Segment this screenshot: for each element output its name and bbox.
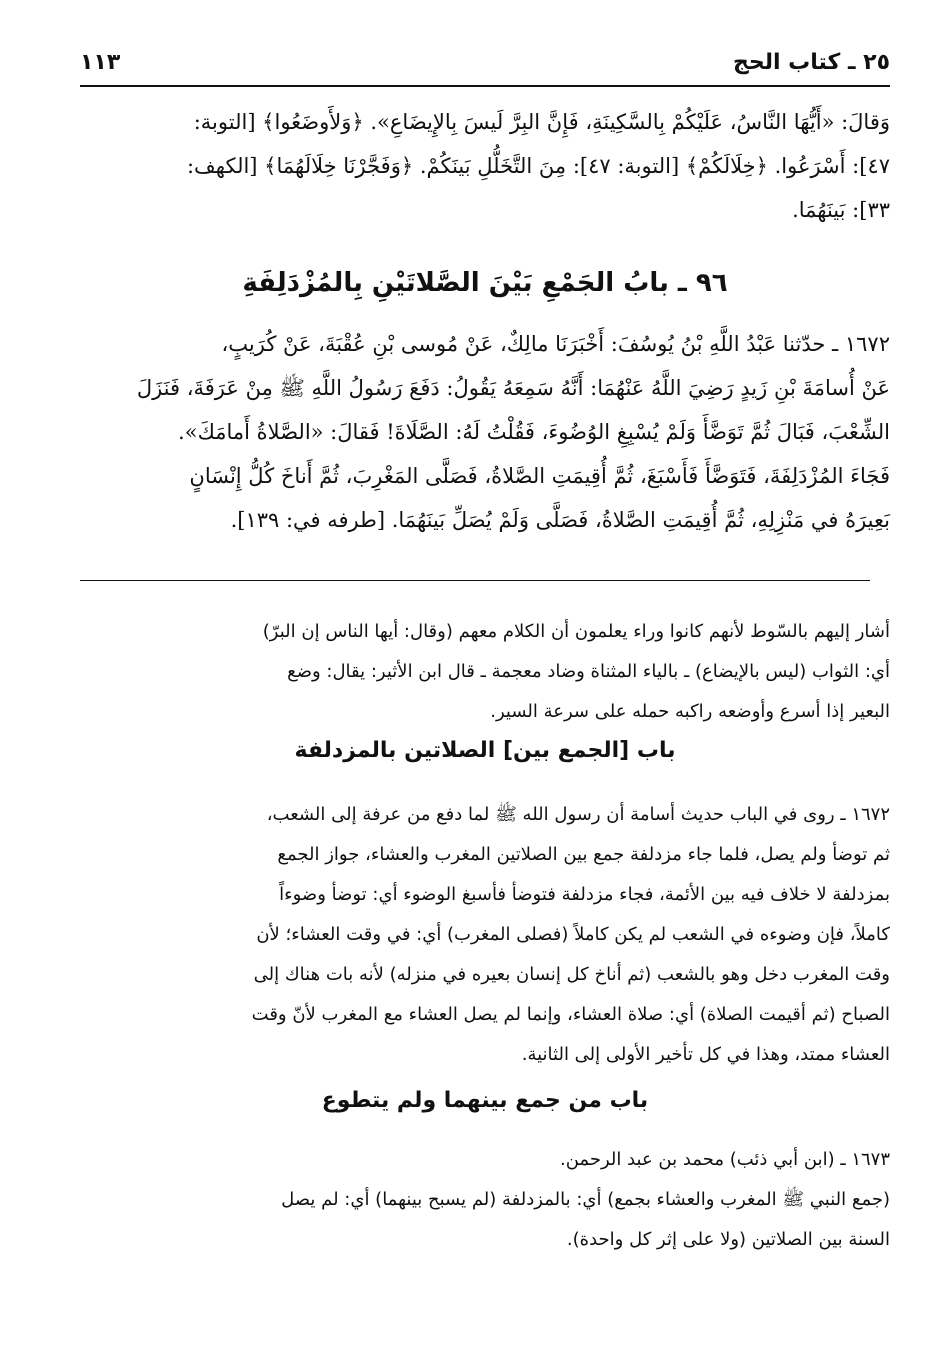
text-line: ٤٧]: أَسْرَعُوا. ﴿خِلَالَكُمْ﴾ [التوبة: ٤٧]: مِنَ التَّخَلُّلِ بَينَكُمْ. ﴿وَفَجَّرْنَا خِلَالَهُمَا﴾ [الكهف:: [186, 154, 890, 178]
text-line: فَجَاءَ المُزْدَلِفَةَ، فَتَوَضَّأَ فَأَسْبَغَ، ثُمَّ أُقِيمَتِ الصَّلاةُ، فَصَلَّى المَغْرِبَ، ثُمَّ أَناخَ كُلُّ إِنْسَانٍ: [189, 464, 890, 488]
text-line: السنة بين الصلاتين (ولا على إثر كل واحدة).: [566, 1229, 890, 1250]
header-rule: [80, 85, 890, 87]
matn-commentary-top: [80, 100, 890, 232]
text-line: عَنْ أُسامَةَ بْنِ زَيدٍ رَضِيَ اللَّهُ عَنْهُمَا: أَنَّهُ سَمِعَهُ يَقُولُ: دَفَعَ رَسُولُ اللَّهِ ﷺ مِنْ عَرَفَةَ، فَنَزَلَ: [136, 376, 890, 400]
text-line: أشار إليهم بالسّوط لأنهم كانوا وراء يعلمون أن الكلام معهم (وقال: أيها الناس إن البرّ): [262, 621, 890, 642]
hadith-1672: [80, 322, 890, 542]
text-line: بمزدلفة لا خلاف فيه بين الأئمة، فجاء مزدلفة فتوضأ فأسبغ الوضوء أي: توضأ وضوءاً: [279, 884, 890, 905]
text-line: البعير إذا أسرع وأوضعه راكبه حمله على سرعة السير.: [490, 701, 890, 722]
sharh-chapter-heading-1: باب [الجمع بين] الصلاتين بالمزدلفة: [294, 738, 676, 763]
text-line: كاملاً، فإن وضوءه في الشعب لم يكن كاملاً (فصلى المغرب) أي: في وقت العشاء؛ لأن: [256, 924, 890, 945]
text-line: الشِّعْبَ، فَبَالَ ثُمَّ تَوَضَّأَ وَلَمْ يُسْبِغِ الوُضُوءَ، فَقُلْتُ لَهُ: الصَّلَاةَ! فَقالَ: «الصَّلاةُ أَمامَكَ».: [178, 420, 890, 444]
text-line: ٣٣]: بَينَهُمَا.: [792, 198, 890, 222]
text-line: الصباح (ثم أقيمت الصلاة) أي: صلاة العشاء، وإنما لم يصل العشاء مع المغرب لأنّ وقت: [251, 1004, 890, 1025]
sharh-block-3: [80, 1140, 890, 1260]
sharh-block-1: [80, 612, 890, 732]
text-line: (جمع النبي ﷺ المغرب والعشاء بجمع) أي: بالمزدلفة (لم يسبح بينهما) أي: لم يصل: [281, 1189, 890, 1210]
text-line: ثم توضأ ولم يصل، فلما جاء مزدلفة جمع بين الصلاتين المغرب والعشاء، جواز الجمع: [277, 844, 890, 865]
text-line: أي: الثواب (ليس بالإيضاع) ـ بالياء المثناة وضاد معجمة ـ قال ابن الأثير: يقال: وضع: [287, 661, 890, 682]
sharh-chapter-heading-2: باب من جمع بينهما ولم يتطوع: [321, 1088, 649, 1113]
text-line: ١٦٧٢ ـ روى في الباب حديث أسامة أن رسول الله ﷺ لما دفع من عرفة إلى الشعب،: [266, 804, 890, 825]
running-title: ٢٥ ـ كتاب الحج: [732, 49, 890, 75]
text-line: العشاء ممتد، وهذا في كل تأخير الأولى إلى الثانية.: [521, 1044, 890, 1065]
text-line: وقت المغرب دخل وهو بالشعب (ثم أناخ كل إنسان بعيره في منزله) لأنه بات هناك إلى: [253, 964, 890, 985]
sharh-block-2: [80, 795, 890, 1075]
text-line: ١٦٧٢ ـ حدّثنا عَبْدُ اللَّهِ بْنُ يُوسُفَ: أَخْبَرَنَا مالِكٌ، عَنْ مُوسى بْنِ عُقْبَةَ، عَنْ كُرَيبٍ،: [221, 332, 890, 356]
chapter-heading-96: ٩٦ ـ بابُ الجَمْعِ بَيْنَ الصَّلاتَيْنِ بِالمُزْدَلِفَةِ: [242, 268, 728, 298]
page-number: ١١٣: [80, 49, 121, 75]
text-line: ١٦٧٣ ـ (ابن أبي ذئب) محمد بن عبد الرحمن.: [559, 1149, 890, 1170]
text-line: بَعِيرَهُ في مَنْزِلِهِ، ثُمَّ أُقِيمَتِ الصَّلاةُ، فَصَلَّى وَلَمْ يُصَلِّ بَينَهُمَا. [طرفه في: ١٣٩].: [230, 508, 890, 532]
page-header: [80, 42, 890, 82]
section-divider: [80, 580, 870, 581]
text-line: وَقالَ: «أَيُّهَا النَّاسُ، عَلَيْكُمْ بِالسَّكِينَةِ، فَإِنَّ البِرَّ لَيسَ بِالإِيضَاعِ». ﴿وَلأَوضَعُوا﴾ [التوبة:: [193, 110, 890, 134]
